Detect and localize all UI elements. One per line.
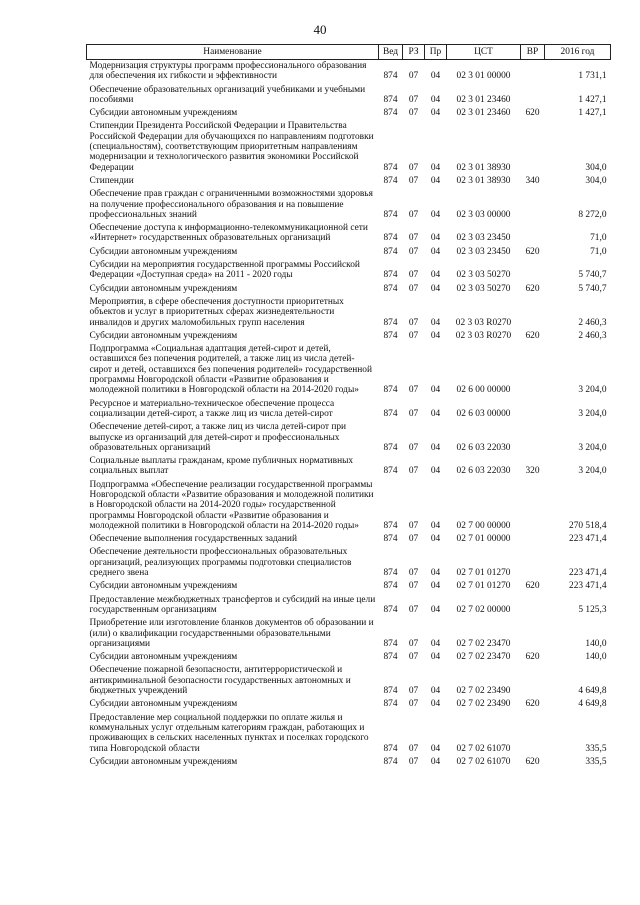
cell-vr	[521, 259, 545, 283]
cell-pr: 04	[430, 233, 441, 244]
cell-rz: 07	[408, 699, 419, 710]
cell-rz: 07	[408, 270, 419, 281]
table-row	[87, 455, 611, 479]
cell-vr	[521, 546, 545, 580]
cell-name: Субсидии автономным учреждениям	[89, 246, 238, 257]
cell-ved: 874	[383, 699, 398, 710]
table-row	[87, 479, 611, 533]
table-row	[87, 533, 611, 546]
cell-pr: 04	[430, 408, 441, 419]
table-row	[87, 60, 611, 84]
cell-rz: 07	[408, 246, 419, 257]
cell-name: Субсидии автономным учреждениям	[89, 581, 238, 592]
cell-cst: 02 3 01 23460	[456, 108, 511, 119]
cell-vr	[521, 479, 545, 533]
cell-cst: 02 7 00 00000	[456, 520, 511, 531]
cell-ved: 874	[383, 568, 398, 579]
cell-cst: 02 7 01 01270	[456, 568, 511, 579]
cell-name: Подпрограмма «Социальная адаптация детей-сирот и детей, оставшихся без попечения родителей, а также лиц из числа детей-сирот и детей, оставшихся без попечения родителей» государственной программы Новгородской области «Развитие образования и молодежной политики в Новгородской области на 2014-2020 годы»	[89, 344, 373, 396]
cell-pr: 04	[430, 652, 441, 663]
cell-sum: 335,5	[585, 743, 607, 754]
table-header	[87, 45, 611, 60]
cell-name: Обеспечение деятельности профессиональных образовательных организаций, реализующих программы подготовки специалистов среднего звена	[89, 547, 352, 579]
header-vr: ВР	[521, 45, 545, 60]
header-cst: ЦСТ	[447, 45, 521, 60]
cell-sum: 140,0	[585, 638, 607, 649]
cell-vr	[521, 594, 545, 618]
cell-rz: 07	[408, 233, 419, 244]
cell-name: Субсидии автономным учреждениям	[89, 652, 238, 663]
cell-cst: 02 6 03 22030	[456, 466, 511, 477]
cell-ved: 874	[383, 408, 398, 419]
cell-vr: 620	[525, 330, 540, 341]
cell-name: Обеспечение прав граждан с ограниченными возможностями здоровья на получение профессионального образования и на повышение профессиональных знаний	[89, 189, 373, 220]
cell-name: Предоставление мер социальной поддержки по оплате жилья и коммунальных услуг отдельным категориям граждан, работающих и проживающих в сельских населенных пунктах и поселках городского типа Новгородской области	[89, 712, 369, 754]
cell-name: Мероприятия, в сфере обеспечения доступности приоритетных объектов и услуг в приоритетных сферах жизнедеятельности инвалидов и других маломобильных групп населения	[89, 296, 344, 328]
budget-table	[86, 44, 611, 769]
table-row	[87, 175, 611, 188]
cell-pr: 04	[430, 317, 441, 328]
cell-vr	[521, 84, 545, 108]
cell-name: Обеспечение выполнения государственных заданий	[89, 534, 297, 545]
table-row	[87, 84, 611, 108]
cell-rz: 07	[408, 385, 419, 396]
cell-vr: 620	[525, 652, 540, 663]
cell-pr: 04	[430, 270, 441, 281]
table-row	[87, 246, 611, 259]
cell-vr	[521, 296, 545, 330]
cell-ved: 874	[383, 442, 398, 453]
cell-rz: 07	[408, 283, 419, 294]
cell-ved: 874	[383, 466, 398, 477]
table-row	[87, 296, 611, 330]
cell-sum: 1 427,1	[578, 94, 607, 105]
cell-pr: 04	[430, 581, 441, 592]
cell-cst: 02 7 02 61070	[456, 756, 511, 767]
cell-pr: 04	[430, 604, 441, 615]
cell-sum: 4 649,8	[578, 699, 607, 710]
cell-name: Обеспечение пожарной безопасности, антитеррористической и антикриминальной безопасности государственных автономных и бюджетных учреждений	[89, 665, 351, 697]
cell-pr: 04	[430, 283, 441, 294]
cell-pr: 04	[430, 699, 441, 710]
cell-ved: 874	[383, 94, 398, 105]
table-row	[87, 580, 611, 593]
cell-name: Обеспечение образовательных организаций учебниками и учебными пособиями	[89, 84, 366, 105]
table-row	[87, 222, 611, 246]
cell-pr: 04	[430, 638, 441, 649]
cell-sum: 3 204,0	[578, 442, 607, 453]
cell-name: Стипендии	[89, 175, 134, 186]
cell-vr: 620	[525, 283, 540, 294]
cell-name: Субсидии автономным учреждениям	[89, 283, 238, 294]
table-row	[87, 664, 611, 698]
table-row	[87, 651, 611, 664]
cell-ved: 874	[383, 756, 398, 767]
table-row	[87, 120, 611, 174]
cell-name: Стипендии Президента Российской Федерации и Правительства Российской Федерации для обучающихся по направлениям подготовки (специальностям), соответствующим приоритетным направлениям модернизации и технологического развития экономики Российской Федерации	[89, 121, 374, 173]
table-row	[87, 330, 611, 343]
header-year: 2016 год	[545, 45, 611, 60]
cell-ved: 874	[383, 246, 398, 257]
cell-sum: 140,0	[585, 652, 607, 663]
table-row	[87, 712, 611, 756]
cell-pr: 04	[430, 162, 441, 173]
cell-rz: 07	[408, 317, 419, 328]
cell-cst: 02 7 02 23490	[456, 686, 511, 697]
cell-ved: 874	[383, 686, 398, 697]
table-row	[87, 594, 611, 618]
cell-rz: 07	[408, 534, 419, 545]
cell-pr: 04	[430, 520, 441, 531]
cell-sum: 3 204,0	[578, 408, 607, 419]
cell-vr	[521, 712, 545, 756]
cell-sum: 2 460,3	[578, 330, 607, 341]
cell-rz: 07	[408, 442, 419, 453]
cell-cst: 02 3 01 38930	[456, 175, 511, 186]
cell-pr: 04	[430, 94, 441, 105]
cell-name: Обеспечение детей-сирот, а также лиц из числа детей-сирот при выпуске из организаций для детей-сирот и профессиональных образовательных организаций	[89, 422, 347, 453]
cell-sum: 223 471,4	[569, 568, 607, 579]
cell-sum: 5 125,3	[578, 604, 607, 615]
table-row	[87, 398, 611, 422]
cell-rz: 07	[408, 756, 419, 767]
cell-vr	[521, 60, 545, 84]
cell-sum: 71,0	[590, 246, 607, 257]
cell-ved: 874	[383, 175, 398, 186]
cell-rz: 07	[408, 108, 419, 119]
cell-pr: 04	[430, 385, 441, 396]
cell-ved: 874	[383, 520, 398, 531]
cell-rz: 07	[408, 581, 419, 592]
cell-cst: 02 7 02 61070	[456, 743, 511, 754]
cell-rz: 07	[408, 162, 419, 173]
cell-ved: 874	[383, 317, 398, 328]
cell-cst: 02 3 03 23450	[456, 246, 511, 257]
cell-pr: 04	[430, 71, 441, 82]
cell-rz: 07	[408, 209, 419, 220]
cell-rz: 07	[408, 330, 419, 341]
cell-ved: 874	[383, 162, 398, 173]
cell-pr: 04	[430, 246, 441, 257]
cell-sum: 8 272,0	[578, 209, 607, 220]
cell-ved: 874	[383, 108, 398, 119]
cell-vr	[521, 398, 545, 422]
cell-rz: 07	[408, 466, 419, 477]
cell-cst: 02 3 01 00000	[456, 71, 511, 82]
cell-vr: 320	[525, 466, 540, 477]
cell-rz: 07	[408, 408, 419, 419]
cell-sum: 270 518,4	[569, 520, 607, 531]
cell-ved: 874	[383, 652, 398, 663]
cell-cst: 02 6 00 00000	[456, 385, 511, 396]
cell-name: Модернизация структуры программ профессионального образования для обеспечения их гибкости и эффективности	[89, 61, 367, 82]
cell-name: Субсидии автономным учреждениям	[89, 699, 238, 710]
table-body	[87, 60, 611, 770]
header-ved: Вед	[379, 45, 403, 60]
cell-pr: 04	[430, 209, 441, 220]
cell-cst: 02 6 03 22030	[456, 442, 511, 453]
cell-name: Обеспечение доступа к информационно-телекоммуникационной сети «Интернет» государственных образовательных организаций	[89, 223, 368, 244]
cell-vr: 620	[525, 108, 540, 119]
cell-pr: 04	[430, 108, 441, 119]
cell-ved: 874	[383, 581, 398, 592]
cell-vr	[521, 664, 545, 698]
cell-cst: 02 3 01 38930	[456, 162, 511, 173]
cell-cst: 02 7 02 00000	[456, 604, 511, 615]
header-rz: РЗ	[403, 45, 425, 60]
cell-rz: 07	[408, 652, 419, 663]
cell-vr	[521, 617, 545, 651]
cell-cst: 02 3 03 23450	[456, 233, 511, 244]
cell-ved: 874	[383, 71, 398, 82]
cell-ved: 874	[383, 209, 398, 220]
cell-cst: 02 3 03 50270	[456, 270, 511, 281]
cell-rz: 07	[408, 94, 419, 105]
cell-vr	[521, 222, 545, 246]
table-row	[87, 259, 611, 283]
header-pr: Пр	[425, 45, 447, 60]
table-row	[87, 698, 611, 711]
table-row	[87, 617, 611, 651]
cell-sum: 304,0	[585, 162, 607, 173]
cell-name: Ресурсное и материально-техническое обеспечение процесса социализации детей-сирот, а также лиц из числа детей-сирот	[89, 398, 335, 419]
cell-pr: 04	[430, 743, 441, 754]
cell-ved: 874	[383, 330, 398, 341]
cell-cst: 02 6 03 00000	[456, 408, 511, 419]
cell-pr: 04	[430, 568, 441, 579]
cell-name: Субсидии автономным учреждениям	[89, 330, 238, 341]
header-name: Наименование	[87, 45, 379, 60]
cell-sum: 335,5	[585, 756, 607, 767]
cell-name: Предоставление межбюджетных трансфертов и субсидий на иные цели государственным организациям	[89, 594, 376, 615]
cell-name: Субсидии автономным учреждениям	[89, 108, 238, 119]
cell-rz: 07	[408, 638, 419, 649]
cell-sum: 71,0	[590, 233, 607, 244]
cell-pr: 04	[430, 686, 441, 697]
cell-vr	[521, 533, 545, 546]
cell-cst: 02 3 03 00000	[456, 209, 511, 220]
cell-rz: 07	[408, 686, 419, 697]
cell-sum: 1 427,1	[578, 108, 607, 119]
table-row	[87, 343, 611, 397]
cell-vr: 620	[525, 756, 540, 767]
cell-rz: 07	[408, 743, 419, 754]
cell-rz: 07	[408, 520, 419, 531]
table-row	[87, 546, 611, 580]
page-number: 40	[313, 22, 327, 37]
cell-vr	[521, 421, 545, 455]
cell-ved: 874	[383, 638, 398, 649]
cell-sum: 2 460,3	[578, 317, 607, 328]
cell-vr	[521, 343, 545, 397]
cell-name: Социальные выплаты гражданам, кроме публичных нормативных социальных выплат	[89, 456, 354, 477]
cell-pr: 04	[430, 442, 441, 453]
cell-vr: 620	[525, 581, 540, 592]
cell-ved: 874	[383, 743, 398, 754]
cell-cst: 02 7 02 23490	[456, 699, 511, 710]
table-row	[87, 421, 611, 455]
cell-cst: 02 7 01 01270	[456, 581, 511, 592]
cell-ved: 874	[383, 233, 398, 244]
cell-sum: 4 649,8	[578, 686, 607, 697]
cell-vr	[521, 120, 545, 174]
cell-pr: 04	[430, 756, 441, 767]
table-row	[87, 756, 611, 769]
cell-ved: 874	[383, 270, 398, 281]
cell-rz: 07	[408, 604, 419, 615]
cell-vr: 620	[525, 699, 540, 710]
table-row	[87, 283, 611, 296]
cell-cst: 02 3 03 R0270	[455, 330, 512, 341]
cell-ved: 874	[383, 283, 398, 294]
cell-sum: 5 740,7	[578, 270, 607, 281]
cell-pr: 04	[430, 330, 441, 341]
cell-ved: 874	[383, 385, 398, 396]
cell-ved: 874	[383, 534, 398, 545]
cell-cst: 02 7 02 23470	[456, 638, 511, 649]
cell-pr: 04	[430, 175, 441, 186]
cell-cst: 02 7 01 00000	[456, 534, 511, 545]
cell-vr	[521, 188, 545, 222]
cell-sum: 1 731,1	[578, 71, 607, 82]
cell-sum: 304,0	[585, 175, 607, 186]
cell-vr: 340	[525, 175, 540, 186]
cell-name: Субсидии автономным учреждениям	[89, 756, 238, 767]
cell-name: Подпрограмма «Обеспечение реализации государственной программы Новгородской области «Развитие образования и молодежной политики в Новгородской области на 2014-2020 годы» государственной программы Новгородской области «Развитие образования и молодежной политики в Новгородской области на 2014-2020 годы»	[89, 479, 374, 531]
cell-cst: 02 3 03 50270	[456, 283, 511, 294]
cell-sum: 223 471,4	[569, 581, 607, 592]
cell-pr: 04	[430, 466, 441, 477]
cell-sum: 223 471,4	[569, 534, 607, 545]
cell-cst: 02 3 01 23460	[456, 94, 511, 105]
table-row	[87, 188, 611, 222]
cell-cst: 02 7 02 23470	[456, 652, 511, 663]
cell-rz: 07	[408, 71, 419, 82]
cell-sum: 3 204,0	[578, 385, 607, 396]
table-row	[87, 107, 611, 120]
cell-vr: 620	[525, 246, 540, 257]
cell-ved: 874	[383, 604, 398, 615]
cell-name: Субсидии на мероприятия государственной программы Российской Федерации «Доступная среда» на 2011 - 2020 годы	[89, 260, 360, 281]
cell-rz: 07	[408, 175, 419, 186]
cell-sum: 3 204,0	[578, 466, 607, 477]
cell-cst: 02 3 03 R0270	[455, 317, 512, 328]
cell-rz: 07	[408, 568, 419, 579]
cell-name: Приобретение или изготовление бланков документов об образовании и (или) о квалификации государственными образовательными организациями	[89, 618, 374, 649]
cell-pr: 04	[430, 534, 441, 545]
cell-sum: 5 740,7	[578, 283, 607, 294]
